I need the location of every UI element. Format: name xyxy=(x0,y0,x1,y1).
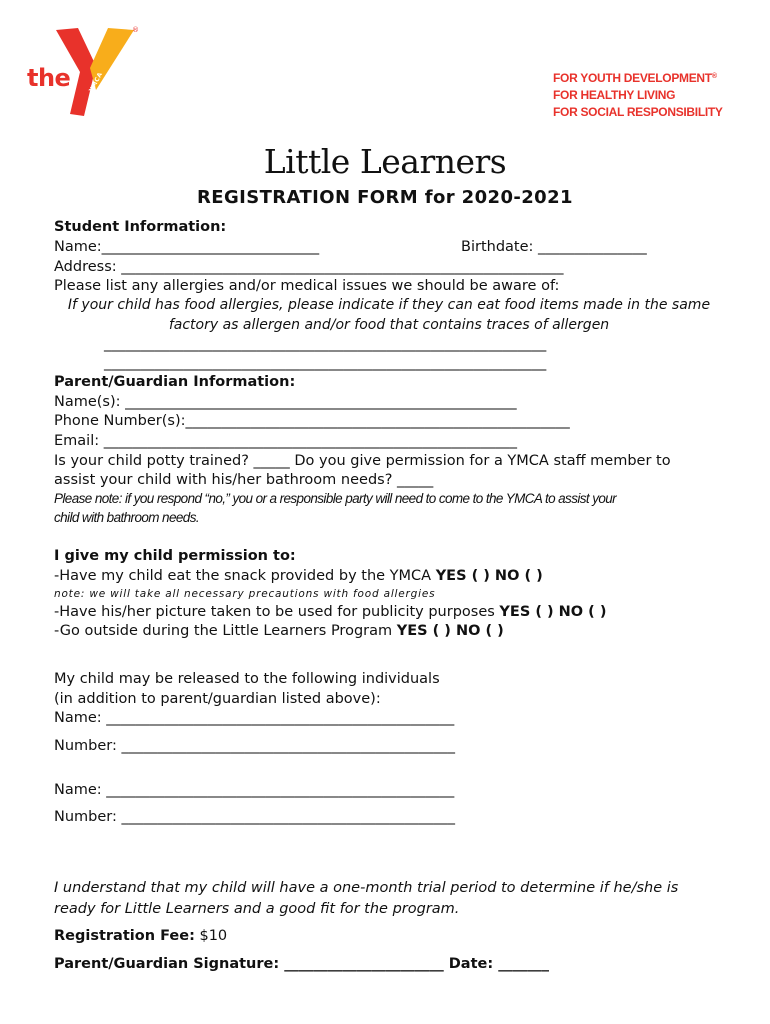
picture-permission-label: -Have his/her picture taken to be used for publicity purposes xyxy=(54,604,500,620)
student-name-field[interactable]: Name:______________________________ xyxy=(54,239,320,255)
bathroom-note-line-2: child with bathroom needs. xyxy=(54,510,199,525)
outside-yes-no[interactable]: YES ( ) NO ( ) xyxy=(396,623,504,639)
tagline-registered: ® xyxy=(711,73,717,80)
potty-question-line-1[interactable]: Is your child potty trained? _____ Do you give permission for a YMCA staff member to xyxy=(54,453,671,469)
registration-fee-label: Registration Fee: xyxy=(54,928,195,944)
registration-fee xyxy=(54,926,227,946)
date-field[interactable]: Date: _______ xyxy=(448,956,549,972)
allergies-blank-2[interactable]: _____________________________________________________________ xyxy=(104,355,547,371)
allergy-note-line-2: factory as allergen and/or food that contains traces of allergen xyxy=(168,317,610,333)
birthdate-field[interactable]: Birthdate: _______________ xyxy=(461,239,647,255)
potty-question-line-2[interactable]: assist your child with his/her bathroom needs? _____ xyxy=(54,472,434,488)
snack-permission-label: -Have my child eat the snack provided by the YMCA xyxy=(54,568,436,584)
registration-fee-value: $10 xyxy=(194,928,228,944)
allergy-note-line-1: If your child has food allergies, please indicate if they can eat food items made in the same xyxy=(67,297,711,313)
picture-permission xyxy=(54,602,606,622)
outside-permission xyxy=(54,621,504,641)
tagline-youth: FOR YOUTH DEVELOPMENT® xyxy=(553,71,717,85)
release-line-2: (in addition to parent/guardian listed above): xyxy=(54,691,381,707)
trial-period-line-1: I understand that my child will have a one-month trial period to determine if he/she is xyxy=(54,880,679,896)
tagline-social: FOR SOCIAL RESPONSIBILITY xyxy=(553,105,723,119)
snack-permission xyxy=(54,566,543,586)
release-number-2-field[interactable]: Number: ______________________________________________ xyxy=(54,809,455,825)
ymca-logo-the: the xyxy=(27,64,71,92)
release-line-1: My child may be released to the following individuals xyxy=(54,671,440,687)
permission-heading: I give my child permission to: xyxy=(54,548,296,564)
picture-yes-no[interactable]: YES ( ) NO ( ) xyxy=(499,604,607,620)
email-field[interactable]: Email: _________________________________________________________ xyxy=(54,433,517,449)
page-title: Little Learners xyxy=(263,142,507,181)
signature-line xyxy=(54,954,549,974)
ymca-taglines xyxy=(553,68,723,121)
trial-period-line-2: ready for Little Learners and a good fit for the program. xyxy=(54,901,460,917)
release-name-1-field[interactable]: Name: ________________________________________________ xyxy=(54,710,455,726)
snack-note: note: we will take all necessary precautions with food allergies xyxy=(54,588,436,600)
parent-names-field[interactable]: Name(s): ______________________________________________________ xyxy=(54,394,517,410)
bathroom-note-line-1: Please note: if you respond “no,” you or a responsible party will need to come to the YMCA to assist your xyxy=(54,491,617,506)
allergies-blank-1[interactable]: _____________________________________________________________ xyxy=(104,336,547,352)
parent-info-heading: Parent/Guardian Information: xyxy=(54,374,296,390)
ymca-logo-text: YMCA xyxy=(88,71,105,94)
student-info-heading: Student Information: xyxy=(54,219,227,235)
registered-mark: ® xyxy=(132,26,139,34)
snack-yes-no[interactable]: YES ( ) NO ( ) xyxy=(435,568,543,584)
release-name-2-field[interactable]: Name: ________________________________________________ xyxy=(54,782,455,798)
signature-field[interactable]: Parent/Guardian Signature: ______________________ xyxy=(54,956,449,972)
allergies-prompt: Please list any allergies and/or medical issues we should be aware of: xyxy=(54,278,560,294)
address-field[interactable]: Address: _____________________________________________________________ xyxy=(54,259,564,275)
release-number-1-field[interactable]: Number: ______________________________________________ xyxy=(54,738,455,754)
phone-field[interactable]: Phone Number(s):_____________________________________________________ xyxy=(54,413,570,429)
form-subtitle: REGISTRATION FORM for 2020-2021 xyxy=(197,187,573,208)
outside-permission-label: -Go outside during the Little Learners Program xyxy=(54,623,397,639)
tagline-healthy: FOR HEALTHY LIVING xyxy=(553,88,676,102)
